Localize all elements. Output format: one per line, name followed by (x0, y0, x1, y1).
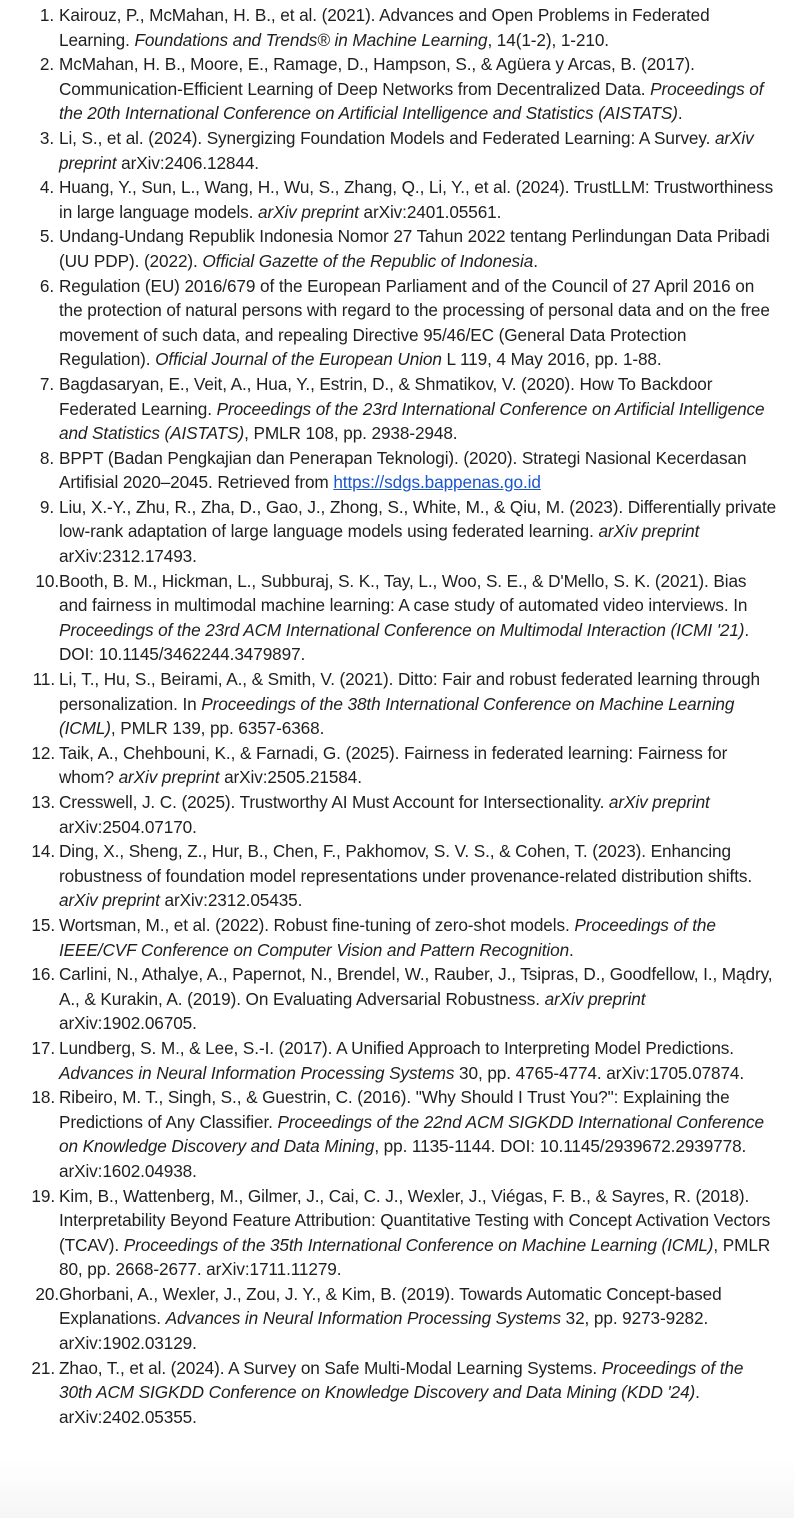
reference-text: BPPT (Badan Pengkajian dan Penerapan Teknologi). (2020). Strategi Nasional Kecerdasan Artifisial 2020–2045. Retrieved from (59, 447, 747, 493)
reference-text: Ghorbani, A., Wexler, J., Zou, J. Y., & Kim, B. (2019). Towards Automatic Concept-based Explanations. (59, 1283, 722, 1329)
reference-venue: Proceedings of the 20th International Conference on Artificial Intelligence and Statistics (AISTATS) (59, 78, 764, 124)
reference-item-1 (0, 3, 778, 52)
reference-details: arXiv:1902.06705. (59, 1013, 197, 1034)
reference-text: Taik, A., Chehbouni, K., & Farnadi, G. (2025). Fairness in federated learning: Fairness for whom? (59, 742, 728, 788)
reference-venue: Proceedings of the 23rd International Conference on Artificial Intelligence and Statistics (AISTATS) (59, 398, 765, 444)
reference-text: Ribeiro, M. T., Singh, S., & Guestrin, C. (2016). "Why Should I Trust You?": Explaining the Predictions of Any Classifier. (59, 1087, 730, 1132)
reference-item-19 (0, 1184, 778, 1282)
reference-item-2 (0, 52, 778, 126)
reference-text: Wortsman, M., et al. (2022). Robust fine-tuning of zero-shot models. (59, 914, 575, 935)
reference-details: arXiv:2401.05561. (358, 201, 502, 222)
reference-number: 12. (31, 742, 55, 763)
reference-number: 14. (31, 841, 55, 862)
reference-venue: Proceedings of the 30th ACM SIGKDD Conference on Knowledge Discovery and Data Mining (KDD '24) (59, 1357, 744, 1403)
reference-number: 9. (39, 496, 54, 517)
reference-details: . arXiv:2402.05355. (59, 1382, 700, 1427)
reference-details: . DOI: 10.1145/3462244.3479897. (59, 619, 750, 665)
reference-venue: arXiv preprint (258, 201, 359, 222)
reference-venue: arXiv preprint (608, 792, 710, 812)
reference-text: McMahan, H. B., Moore, E., Ramage, D., Hampson, S., & Agüera y Arcas, B. (2017). Communication-Efficient Learning of Deep Networks from Decentralized Data. (59, 54, 695, 99)
reference-item-12 (0, 741, 778, 790)
reference-details: arXiv:2505.21584. (219, 767, 362, 788)
reference-number: 7. (39, 373, 54, 394)
reference-text: Booth, B. M., Hickman, L., Subburaj, S. K., Tay, L., Woo, S. E., & D'Mello, S. K. (2021). Bias and fairness in multimodal machine learning: A case study of automated video interviews. In (59, 570, 748, 616)
reference-number: 10. (35, 570, 59, 591)
reference-text: Lundberg, S. M., & Lee, S.-I. (2017). A Unified Approach to Interpreting Model Predictions. (59, 1037, 734, 1058)
reference-details: 30, pp. 4765-4774. arXiv:1705.07874. (454, 1062, 745, 1083)
reference-number: 11. (32, 669, 55, 690)
reference-details: 32, pp. 9273-9282. arXiv:1902.03129. (59, 1308, 709, 1354)
reference-venue: arXiv preprint (59, 890, 160, 911)
reference-text: Huang, Y., Sun, L., Wang, H., Wu, S., Zhang, Q., Li, Y., et al. (2024). TrustLLM: Trustworthiness in large language models. (59, 177, 774, 222)
reference-text: Li, S., et al. (2024). Synergizing Foundation Models and Federated Learning: A Survey. (59, 127, 715, 148)
bottom-fade-overlay (0, 1458, 794, 1518)
reference-item-18 (0, 1085, 778, 1183)
reference-item-20 (0, 1282, 778, 1356)
reference-text: Ding, X., Sheng, Z., Hur, B., Chen, F., Pakhomov, S. V. S., & Cohen, T. (2023). Enhancing robustness of foundation model representations under provenance-related distribution shifts. (59, 841, 753, 886)
reference-url-link[interactable]: https://sdgs.bappenas.go.id (333, 472, 541, 493)
reference-venue: Advances in Neural Information Processing Systems (59, 1062, 455, 1083)
reference-text: Regulation (EU) 2016/679 of the European Parliament and of the Council of 27 April 2016 on the protection of natural persons with regard to the processing of personal data and on the free movement of such data, and repealing Directive 95/46/EC (General Data Protection Regulation). (59, 275, 770, 370)
reference-item-3 (0, 126, 778, 175)
reference-item-4 (0, 175, 778, 224)
reference-item-13 (0, 790, 778, 839)
reference-text: Carlini, N., Athalye, A., Papernot, N., Brendel, W., Rauber, J., Tsipras, D., Goodfellow, I., Mądry, A., & Kurakin, A. (2019). On Evaluating Adversarial Robustness. (59, 964, 773, 1009)
reference-venue: Official Journal of the European Union (155, 349, 442, 370)
reference-details: . (533, 250, 538, 271)
reference-text: Bagdasaryan, E., Veit, A., Hua, Y., Estrin, D., & Shmatikov, V. (2020). How To Backdoor Federated Learning. (59, 373, 713, 419)
reference-item-17 (0, 1036, 778, 1085)
reference-item-11 (0, 667, 778, 741)
reference-item-14 (0, 839, 778, 913)
reference-venue: Proceedings of the 23rd ACM International Conference on Multimodal Interaction (ICMI '21) (59, 619, 745, 640)
reference-details: arXiv:2312.17493. (59, 546, 197, 567)
reference-number: 21. (31, 1357, 55, 1378)
reference-number: 8. (39, 447, 54, 468)
reference-details: , 14(1-2), 1-210. (487, 29, 609, 50)
reference-venue: Proceedings of the 35th International Conference on Machine Learning (ICML) (123, 1234, 714, 1255)
reference-number: 19. (31, 1185, 55, 1206)
reference-details: arXiv:2504.07170. (59, 816, 197, 837)
reference-item-7 (0, 372, 778, 446)
reference-venue: arXiv preprint (544, 988, 646, 1009)
reference-item-8 (0, 446, 778, 495)
reference-venue: Proceedings of the 22nd ACM SIGKDD International Conference on Knowledge Discovery and Data Mining (59, 1111, 764, 1157)
reference-number: 3. (39, 127, 54, 148)
reference-details: arXiv:2406.12844. (116, 152, 259, 173)
reference-item-5 (0, 224, 778, 273)
reference-venue: Proceedings of the IEEE/CVF Conference on Computer Vision and Pattern Recognition (59, 914, 716, 960)
reference-details: arXiv:2312.05435. (159, 890, 303, 911)
reference-details: , PMLR 80, pp. 2668-2677. arXiv:1711.11279. (59, 1234, 771, 1280)
reference-venue: arXiv preprint (598, 521, 700, 542)
reference-venue: Official Gazette of the Republic of Indonesia (202, 250, 534, 271)
reference-item-10 (0, 569, 778, 667)
reference-text: Liu, X.-Y., Zhu, R., Zha, D., Gao, J., Zhong, S., White, M., & Qiu, M. (2023). Differentially private low-rank adaptation of large language models using federated learning. (59, 496, 777, 542)
reference-number: 6. (39, 275, 54, 296)
reference-venue: Foundations and Trends® in Machine Learning (134, 29, 488, 50)
reference-text: Undang-Undang Republik Indonesia Nomor 27 Tahun 2022 tentang Perlindungan Data Pribadi (UU PDP). (2022). (59, 226, 770, 271)
reference-item-16 (0, 962, 778, 1036)
reference-item-9 (0, 495, 778, 569)
reference-number: 4. (39, 177, 54, 198)
reference-details: , PMLR 108, pp. 2938-2948. (244, 423, 458, 444)
reference-details: , PMLR 139, pp. 6357-6368. (110, 718, 325, 739)
reference-venue: arXiv preprint (59, 127, 754, 173)
reference-number: 15. (31, 914, 55, 935)
reference-number: 13. (31, 792, 55, 812)
reference-text: Kairouz, P., McMahan, H. B., et al. (2021). Advances and Open Problems in Federated Learning. (59, 5, 710, 50)
reference-text: Kim, B., Wattenberg, M., Gilmer, J., Cai, C. J., Wexler, J., Viégas, F. B., & Sayres, R. (2018). Interpretability Beyond Feature Attribution: Quantitative Testing with Concept Activation Vectors (TCAV). (59, 1185, 771, 1255)
reference-number: 18. (31, 1087, 55, 1108)
reference-item-21 (0, 1356, 778, 1430)
reference-item-15 (0, 913, 778, 962)
reference-number: 1. (39, 5, 54, 25)
reference-number: 16. (31, 964, 55, 985)
reference-item-6 (0, 274, 778, 372)
reference-details: L 119, 4 May 2016, pp. 1-88. (441, 349, 662, 370)
reference-text: Li, T., Hu, S., Beirami, A., & Smith, V. (2021). Ditto: Fair and robust federated learning through personalization. In (59, 669, 760, 714)
reference-text: Zhao, T., et al. (2024). A Survey on Safe Multi-Modal Learning Systems. (59, 1357, 602, 1378)
reference-venue: arXiv preprint (118, 767, 220, 788)
reference-number: 17. (31, 1037, 55, 1058)
reference-number: 20. (35, 1283, 59, 1304)
reference-venue: Proceedings of the 38th International Conference on Machine Learning (ICML) (59, 693, 735, 739)
reference-details: . (569, 939, 574, 960)
reference-number: 5. (39, 226, 54, 247)
reference-text: Cresswell, J. C. (2025). Trustworthy AI Must Account for Intersectionality. (59, 792, 609, 812)
reference-details: . (677, 103, 683, 124)
reference-number: 2. (39, 54, 54, 75)
reference-details: , pp. 1135-1144. DOI: 10.1145/2939672.2939778. arXiv:1602.04938. (59, 1136, 747, 1181)
reference-venue: Advances in Neural Information Processing Systems (165, 1308, 561, 1329)
